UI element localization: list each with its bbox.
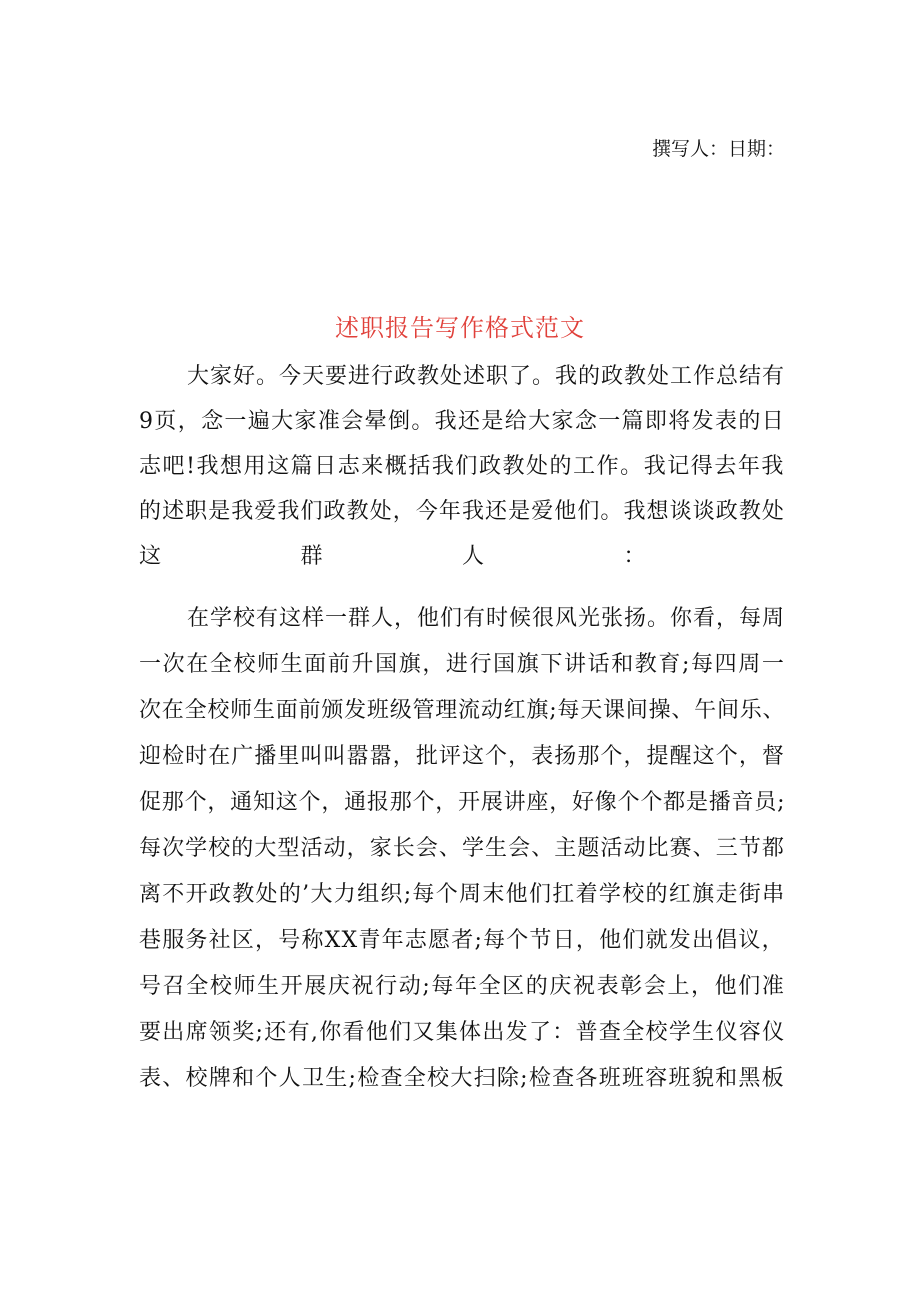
paragraph-line: 表、校牌和个人卫生;检查全校大扫除;检查各班班容班貌和黑板 xyxy=(139,1066,785,1091)
paragraph-line: 巷服务社区，号称XX青年志愿者;每个节日，他们就发出倡议， xyxy=(139,928,785,953)
paragraph-line: 志吧!我想用这篇日志来概括我们政教处的工作。我记得去年我 xyxy=(139,454,785,479)
paragraph-line: 9页，念一遍大家准会晕倒。我还是给大家念一篇即将发表的日 xyxy=(139,409,786,434)
paragraph-line: 一次在全校师生面前升国旗，进行国旗下讲话和教育;每四周一 xyxy=(139,652,786,677)
document-title: 述职报告写作格式范文 xyxy=(335,314,585,342)
paragraph-line: 这群人： xyxy=(139,544,786,569)
paragraph-line: 的述职是我爱我们政教处，今年我还是爱他们。我想谈谈政教处 xyxy=(139,499,785,524)
author-date-byline: 撰写人：日期： xyxy=(652,138,786,160)
paragraph-line: 促那个，通知这个，通报那个，开展讲座，好像个个都是播音员; xyxy=(139,790,786,815)
paragraph-line: 次在全校师生面前颁发班级管理流动红旗;每天课间操、午间乐、 xyxy=(139,698,786,723)
paragraph-line: 大家好。今天要进行政教处述职了。我的政教处工作总结有 xyxy=(187,364,786,389)
paragraph-line: 号召全校师生开展庆祝行动;每年全区的庆祝表彰会上，他们准 xyxy=(139,974,786,999)
paragraph-line: 在学校有这样一群人，他们有时候很风光张扬。你看，每周 xyxy=(187,606,786,631)
paragraph-line: 迎检时在广播里叫叫嚣嚣，批评这个，表扬那个，提醒这个，督 xyxy=(139,744,785,769)
paragraph-line: 离不开政教处的’大力组织;每个周末他们扛着学校的红旗走街串 xyxy=(139,882,786,907)
paragraph-line: 每次学校的大型活动，家长会、学生会、主题活动比赛、三节都 xyxy=(139,836,785,861)
paragraph-line: 要出席领奖;还有,你看他们又集体出发了：普查全校学生仪容仪 xyxy=(139,1020,786,1045)
